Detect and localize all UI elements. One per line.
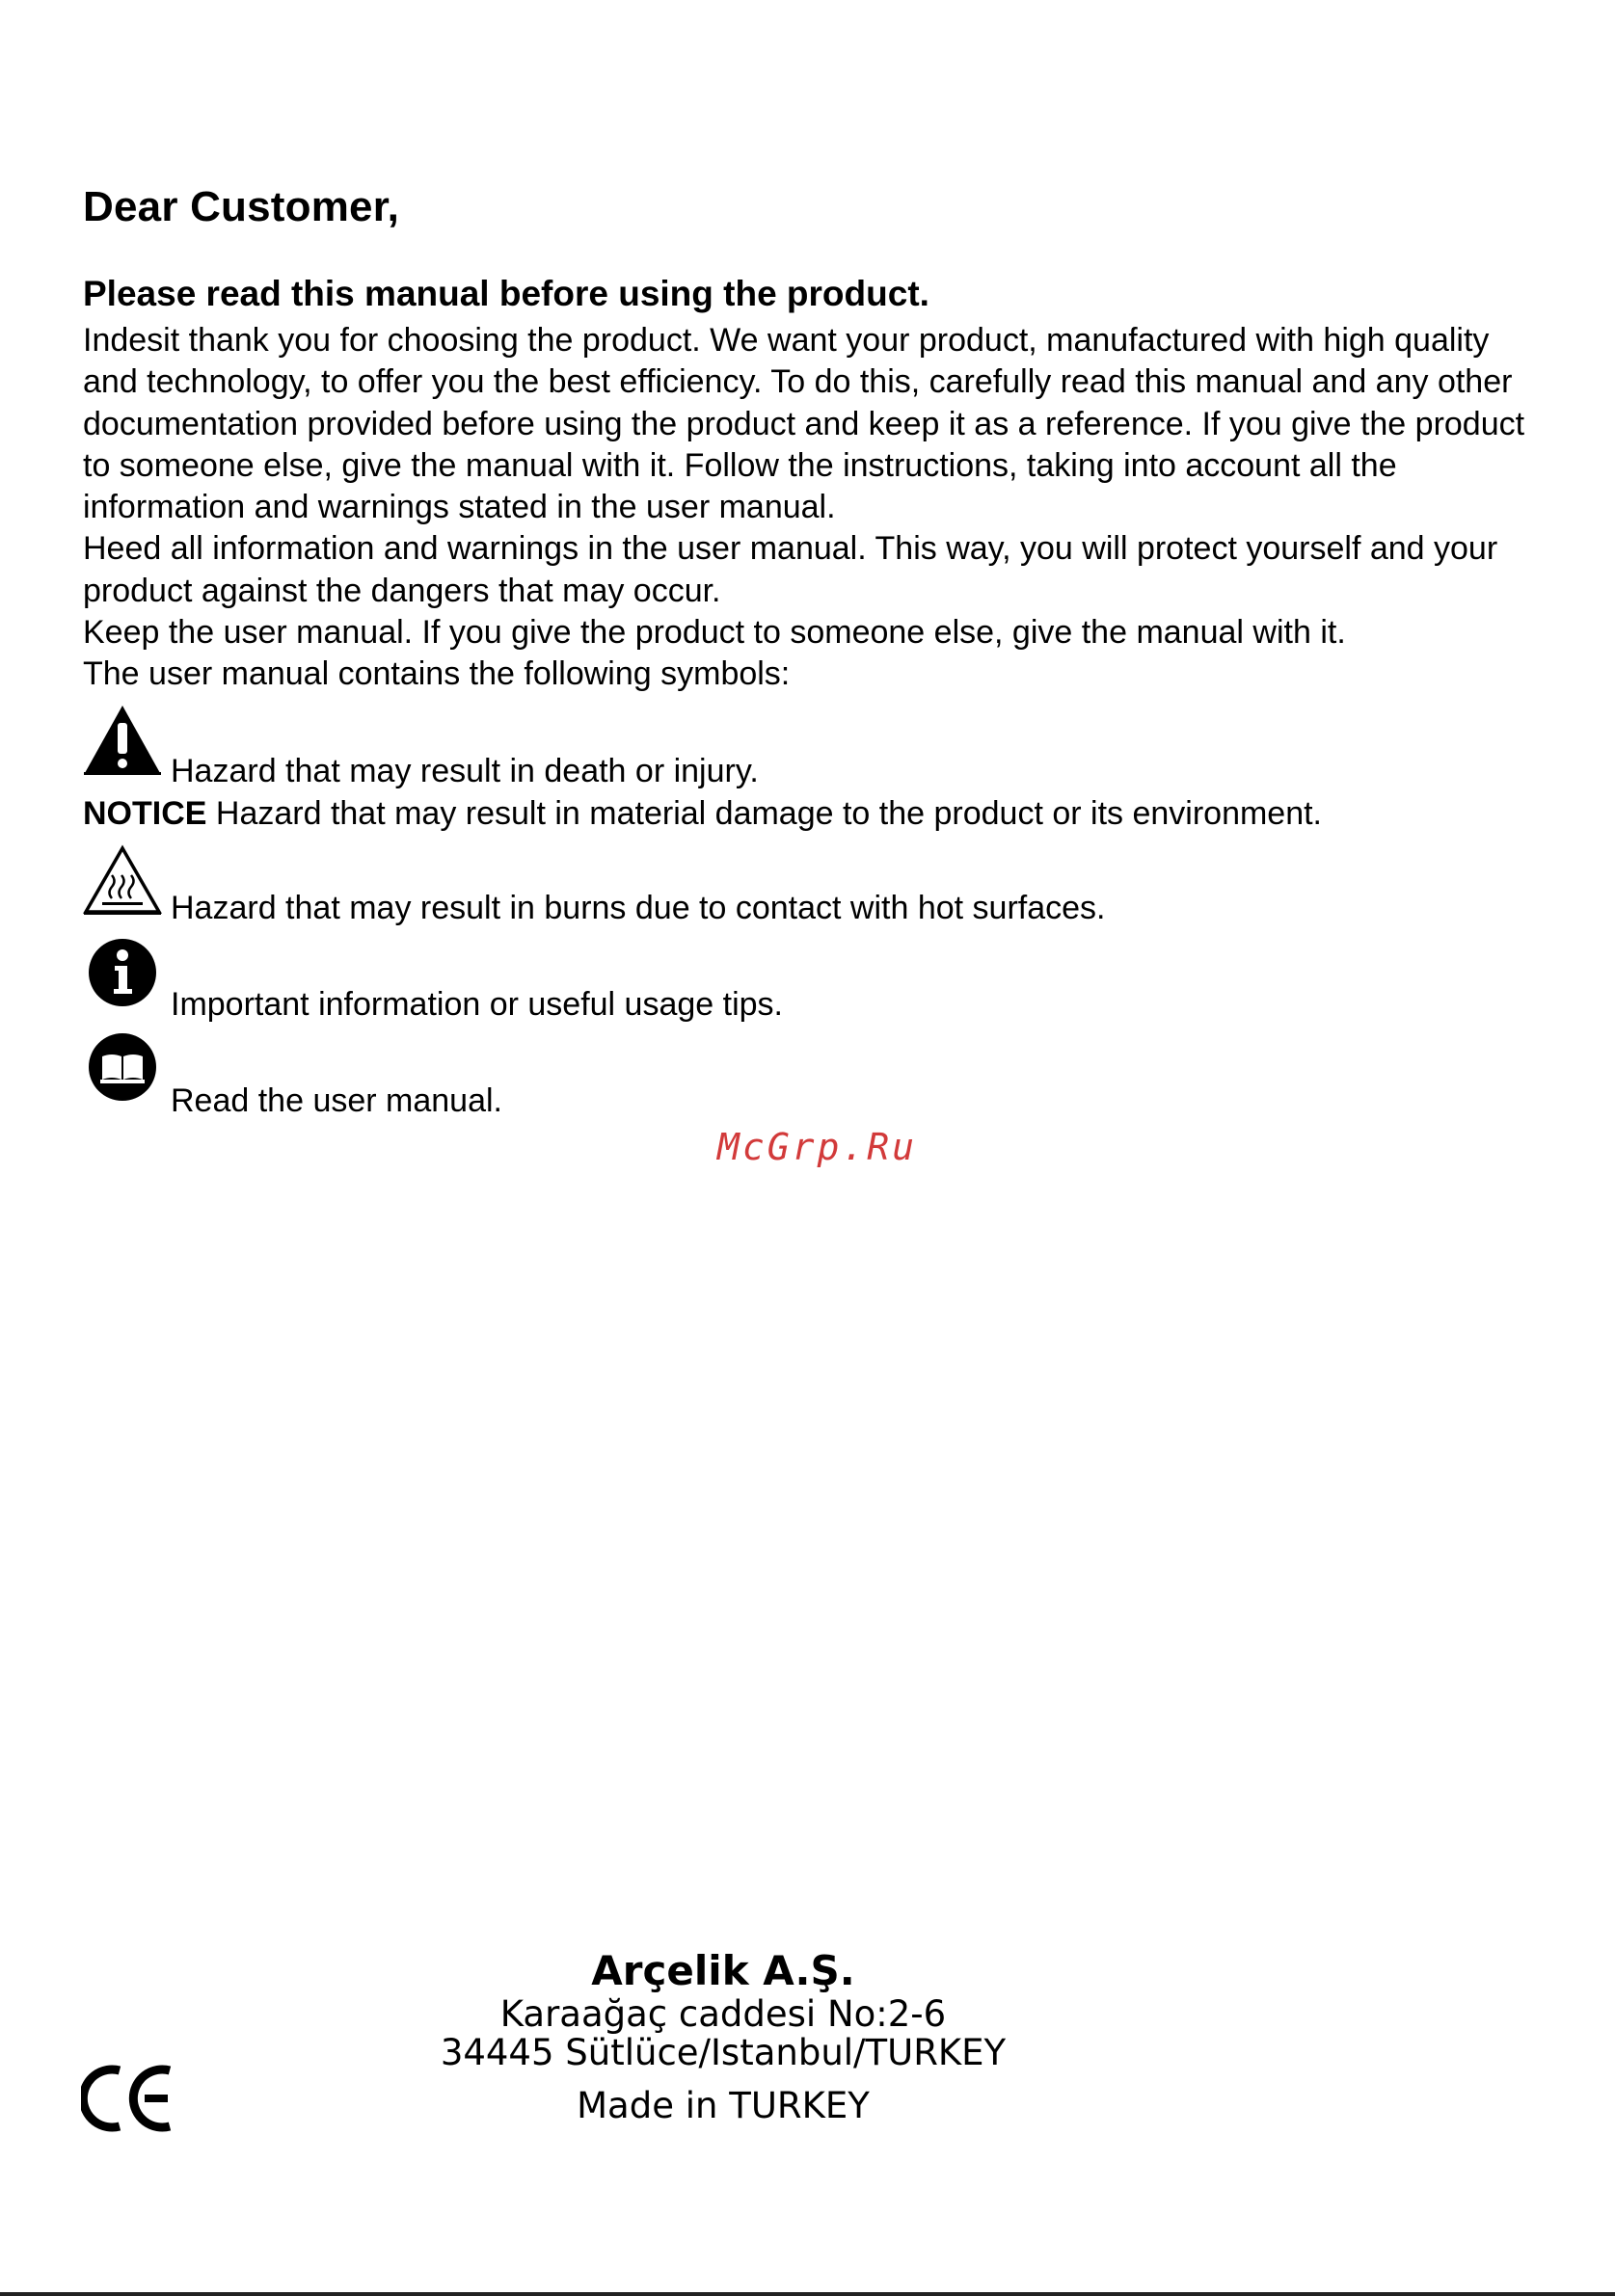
- hot-surface-icon: [83, 844, 162, 916]
- watermark: McGrp.Ru: [717, 1126, 918, 1168]
- read-manual-heading: Please read this manual before using the product.: [83, 274, 929, 313]
- info-icon: [87, 937, 158, 1008]
- symbol-row-info: [83, 937, 1047, 1024]
- symbol-row-warning: [83, 704, 951, 790]
- greeting-heading: Dear Customer,: [83, 183, 400, 230]
- notice-label: NOTICE: [83, 795, 207, 832]
- symbol-row-notice: [83, 794, 1433, 833]
- symbol-row-manual: [83, 1031, 951, 1120]
- bottom-rule: [0, 2292, 1615, 2296]
- intro-paragraph: Indesit thank you for choosing the product. We want your product, manufactured with high quality and technology, to offer you the best efficiency. To do this, carefully read this manual and any other documentation provided before using the product and keep it as a reference. If you give the product to someone else, give the manual with it. Follow the instructions, taking into account all the information and warnings stated in the user manual.: [83, 322, 1525, 526]
- warning-triangle-icon: [83, 704, 162, 775]
- address-line-1: Karaağaç caddesi No:2-6: [499, 1993, 947, 2035]
- heed-paragraph: Heed all information and warnings in the user manual. This way, you will protect yourself and your product against the dangers that may occur.: [83, 530, 1498, 609]
- company-name: Arçelik A.Ş.: [591, 1947, 855, 1994]
- notice-description: Hazard that may result in material damage to the product or its environment.: [215, 795, 1323, 832]
- intro-text: [83, 320, 1548, 696]
- info-description: Important information or useful usage tips.: [171, 986, 783, 1023]
- ce-mark-icon: [81, 2063, 177, 2134]
- symbol-row-hot-surface: [83, 841, 1240, 927]
- made-in-label: Made in TURKEY: [577, 2085, 870, 2126]
- warning-description: Hazard that may result in death or injury.: [171, 753, 759, 789]
- manufacturer-address: [347, 1947, 1099, 2125]
- address-line-2: 34445 Sütlüce/Istanbul/TURKEY: [440, 2032, 1007, 2073]
- symbols-intro-paragraph: The user manual contains the following symbols:: [83, 655, 791, 693]
- book-icon: [87, 1031, 158, 1103]
- hot-surface-description: Hazard that may result in burns due to contact with hot surfaces.: [171, 890, 1106, 926]
- keep-manual-paragraph: Keep the user manual. If you give the product to someone else, give the manual with it.: [83, 614, 1346, 652]
- manual-description: Read the user manual.: [171, 1082, 502, 1119]
